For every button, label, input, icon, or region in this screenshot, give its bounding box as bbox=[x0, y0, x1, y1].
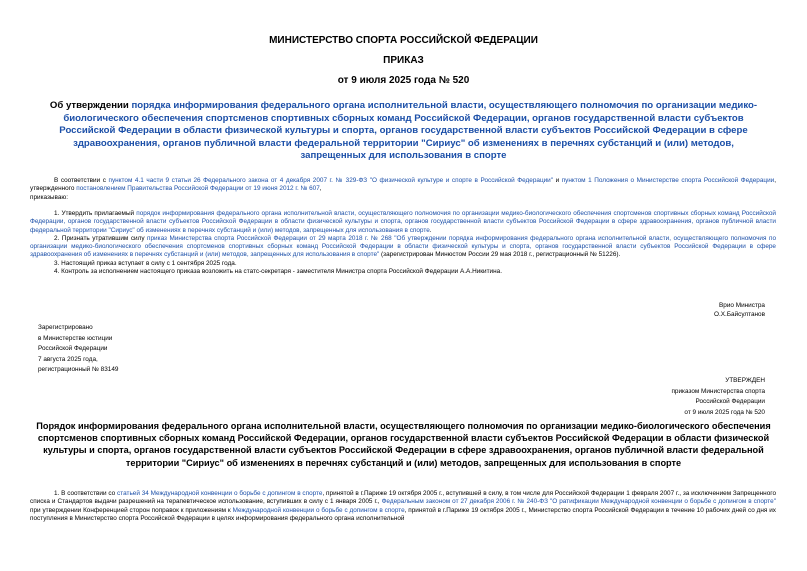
item-1-link[interactable]: порядок информирования федерального органа исполнительной власти, осуществляющего полномочия по организации медико-биологического обеспечения спортсменов спортивных сборных команд Российской Федерации, органов государственной власти субъектов Российской Федерации в области физической культуры и спорта, органов государственной власти субъектов Российской Федерации в сфере здравоохранения, органов публичной власти федеральной территории "Сириус" об изменениях в перечнях субстанций и (или) методов, запрещенных для использования в спорте bbox=[30, 210, 776, 234]
order-word: приказываю: bbox=[30, 193, 68, 201]
preamble-paragraph bbox=[30, 177, 776, 194]
registration-block bbox=[38, 323, 118, 376]
registration-line-3: Российской Федерации bbox=[38, 345, 108, 352]
ministry-name: МИНИСТЕРСТВО СПОРТА РОССИЙСКОЙ ФЕДЕРАЦИИ bbox=[269, 35, 538, 46]
procedure-text-4: , принятой в г.Париже 19 октября 2005 г., Министерство спорта Российской Федерации в течение 10 рабочих дней со дня их поступления в Министерство спорта Российской Федерации в целях информирования федерального органа исполнительной bbox=[30, 506, 777, 522]
item-2-text: 2. Признать утратившим силу bbox=[54, 234, 148, 242]
approved-block bbox=[671, 376, 765, 418]
procedure-link-convention[interactable]: Международной конвенции о борьбе с допингом в спорте bbox=[232, 506, 405, 514]
preamble-text-3: , утвержденного bbox=[30, 177, 776, 193]
procedure-text-1: 1. В соответствии со bbox=[54, 490, 118, 497]
signature-name: О.Х.Байсултанов bbox=[714, 310, 765, 318]
preamble-link-federal-law[interactable]: пунктом 4.1 части 9 статьи 26 Федерального закона от 4 декабря 2007 г. № 329-ФЗ "О физической культуре и спорте в Российской Федерации" bbox=[108, 177, 554, 184]
procedure-title: Порядок информирования федерального органа исполнительной власти, осуществляющего полномочия по организации медико-биологического обеспечения спортсменов спортивных сборных команд Российской Федерации, органов государственной власти субъектов Российской Федерации в области физической культуры и спорта, органов государственной власти субъектов Российской Федерации в сфере здравоохранения, органов публичной власти федеральной территории "Сириус" об изменениях в перечнях субстанций и (или) методов, запрещенных для использования в спорте bbox=[36, 421, 771, 468]
item-2 bbox=[30, 235, 776, 260]
preamble-text-4: , bbox=[319, 185, 322, 193]
signature-block bbox=[714, 302, 765, 319]
procedure-text-2: , принятой в г.Париже 19 октября 2005 г., вступившей в силу, в том числе для Российской Федерации 1 февраля 2007 г., за исключением Запрещенного списка и Стандартов выдачи разрешений на терапевтическое использование, вступивших в силу с 1 января 2005 г., bbox=[30, 490, 777, 506]
order-title bbox=[40, 100, 767, 163]
item-4: 4. Контроль за исполнением настоящего приказа возложить на статс-секретаря - заместителя Министра спорта Российской Федерации А.А.Никитина. bbox=[54, 268, 502, 276]
item-3: 3. Настоящий приказ вступает в силу с 1 сентября 2025 года. bbox=[54, 259, 237, 267]
preamble-text-2: и bbox=[553, 177, 562, 184]
registration-line-2: в Министерстве юстиции bbox=[38, 334, 113, 342]
item-1-text: 1. Утвердить прилагаемый bbox=[54, 210, 137, 217]
approved-line-4: от 9 июля 2025 года № 520 bbox=[684, 408, 765, 416]
approved-line-2: приказом Министерства спорта bbox=[671, 387, 765, 395]
registration-line-5: регистрационный № 83149 bbox=[38, 366, 119, 373]
item-2-end: (зарегистрирован Минюстом России 29 мая 2018 г., регистрационный № 51226). bbox=[379, 251, 621, 259]
approved-line-1: УТВЕРЖДЕН bbox=[725, 377, 765, 384]
preamble-text-1: В соответствии с bbox=[54, 177, 109, 184]
preamble-link-regulation[interactable]: пунктом 1 Положения о Министерстве спорта Российской Федерации bbox=[561, 177, 775, 184]
item-2-link[interactable]: приказ Министерства спорта Российской Федерации от 29 марта 2018 г. № 268 "Об утверждении порядка информирования федерального органа исполнительной власти, осуществляющего полномочия по организации медико-биологического обеспечения спортсменов спортивных сборных команд Российской Федерации в области физической культуры и спорта, органов государственной власти субъектов Российской Федерации в сфере здравоохранения об изменениях в перечнях субстанций и (или) методов, запрещенных для использования в спорте" bbox=[30, 234, 776, 259]
procedure-item-1 bbox=[30, 490, 776, 523]
order-title-prefix: Об утверждении bbox=[49, 100, 132, 111]
registration-line-1: Зарегистрировано bbox=[38, 324, 93, 331]
approved-line-3: Российской Федерации bbox=[695, 398, 765, 405]
document-date-number: от 9 июля 2025 года № 520 bbox=[337, 75, 470, 86]
document-type: ПРИКАЗ bbox=[383, 55, 424, 66]
item-1-end: . bbox=[429, 226, 432, 234]
item-1 bbox=[30, 210, 776, 235]
preamble-link-resolution[interactable]: постановлением Правительства Российской Федерации от 19 июня 2012 г. № 607 bbox=[76, 185, 320, 193]
order-title-link[interactable]: порядка информирования федерального органа исполнительной власти, осуществляющего полномочия по организации медико-биологического обеспечения спортсменов спортивных сборных команд Российской Федерации, органов государственной власти субъектов Российской Федерации в области физической культуры и спорта, органов государственной власти субъектов Российской Федерации в сфере здравоохранения, органов публичной власти федеральной территории "Сириус" об изменениях в перечнях субстанций и (или) методов, запрещенных для использования в спорте bbox=[59, 100, 758, 162]
signature-position: Врио Министра bbox=[719, 302, 765, 309]
procedure-body bbox=[30, 490, 776, 523]
order-items bbox=[30, 210, 776, 276]
preamble bbox=[30, 177, 776, 202]
registration-line-4: 7 августа 2025 года, bbox=[38, 355, 98, 363]
procedure-link-federal-law[interactable]: Федеральным законом от 27 декабря 2006 г. № 240-ФЗ "О ратификации Международной конвенции о борьбе с допингом в спорте" bbox=[381, 498, 776, 506]
procedure-link-article-34[interactable]: статьей 34 Международной конвенции о борьбе с допингом в спорте bbox=[117, 490, 323, 497]
procedure-text-3: при утверждении Конференцией сторон поправок к приложениям к bbox=[30, 506, 233, 514]
